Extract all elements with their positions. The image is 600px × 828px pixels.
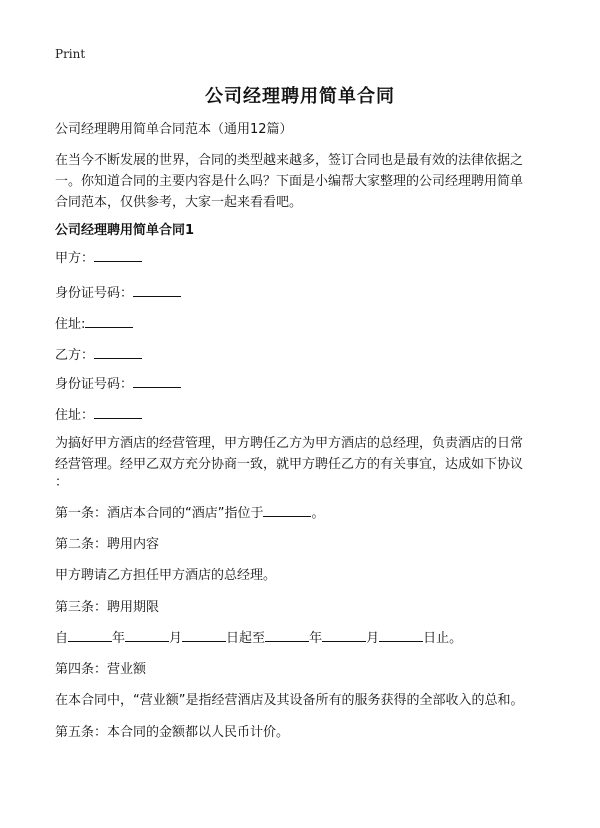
field-party-b <box>55 345 560 366</box>
hotel-location-blank <box>263 503 311 517</box>
field-id-number-a <box>55 283 560 304</box>
field-address-a <box>55 314 560 335</box>
field-id-number-b <box>55 374 560 395</box>
intro-line-2: 一。你知道合同的主要内容是什么吗？下面是小编帮大家整理的公司经理聘用简单 <box>55 174 524 189</box>
document-title: 公司经理聘用简单合同 <box>205 86 395 107</box>
start-year-blank <box>68 628 112 642</box>
start-day-blank <box>182 628 226 642</box>
article-2-title: 第二条：聘用内容 <box>55 537 160 552</box>
field-address-b-label: 住址： <box>55 408 95 423</box>
end-year-blank <box>265 628 309 642</box>
period-month-1: 月 <box>169 631 183 646</box>
print-label: Print <box>55 47 86 61</box>
field-address-b <box>55 405 560 426</box>
period-end: 日止。 <box>423 631 463 646</box>
purpose-line-2: 经营管理。经甲乙双方充分协商一致，就甲方聘任乙方的有关事宜，达成如下协议 <box>55 457 524 472</box>
period-to: 日起至 <box>226 631 266 646</box>
field-party-a <box>55 248 560 269</box>
section-heading: 公司经理聘用简单合同1 <box>55 223 195 238</box>
period-year-2: 年 <box>309 631 323 646</box>
article-1-end: 。 <box>311 506 325 521</box>
document-subtitle: 公司经理聘用简单合同范本（通用12篇） <box>55 122 293 137</box>
id-number-b-blank <box>133 374 181 388</box>
period-from: 自 <box>55 631 69 646</box>
party-a-blank <box>94 248 142 262</box>
field-address-a-label: 住址: <box>55 317 86 332</box>
end-day-blank <box>379 628 423 642</box>
article-3-title: 第三条：聘用期限 <box>55 600 160 615</box>
start-month-blank <box>125 628 169 642</box>
field-party-a-label: 甲方： <box>55 251 95 266</box>
field-id-number-b-label: 身份证号码： <box>55 377 134 392</box>
intro-line-1: 在当今不断发展的世界，合同的类型越来越多，签订合同也是最有效的法律依据之 <box>55 153 524 168</box>
purpose-line-1: 为搞好甲方酒店的经营管理，甲方聘任乙方为甲方酒店的总经理，负责酒店的日常 <box>55 436 524 451</box>
address-a-blank <box>85 314 133 328</box>
article-4-title: 第四条：营业额 <box>55 662 147 677</box>
field-party-b-label: 乙方： <box>55 348 95 363</box>
period-month-2: 月 <box>366 631 380 646</box>
article-5-body: 第五条：本合同的金额都以人民币计价。 <box>55 725 290 740</box>
article-4-body: 在本合同中，“营业额”是指经营酒店及其设备所有的服务获得的全部收入的总和。 <box>55 693 524 708</box>
party-b-blank <box>94 345 142 359</box>
end-month-blank <box>322 628 366 642</box>
address-b-blank <box>94 405 142 419</box>
id-number-a-blank <box>133 283 181 297</box>
article-1-text: 第一条：酒店本合同的“酒店”指位于 <box>55 506 264 521</box>
article-1 <box>55 503 560 524</box>
field-id-number-a-label: 身份证号码： <box>55 286 134 301</box>
period-year-1: 年 <box>112 631 126 646</box>
article-3-period <box>55 628 560 649</box>
intro-line-3: 合同范本，仅供参考，大家一起来看看吧。 <box>55 195 303 210</box>
purpose-line-3: ： <box>55 475 69 490</box>
article-2-body: 甲方聘请乙方担任甲方酒店的总经理。 <box>55 568 277 583</box>
